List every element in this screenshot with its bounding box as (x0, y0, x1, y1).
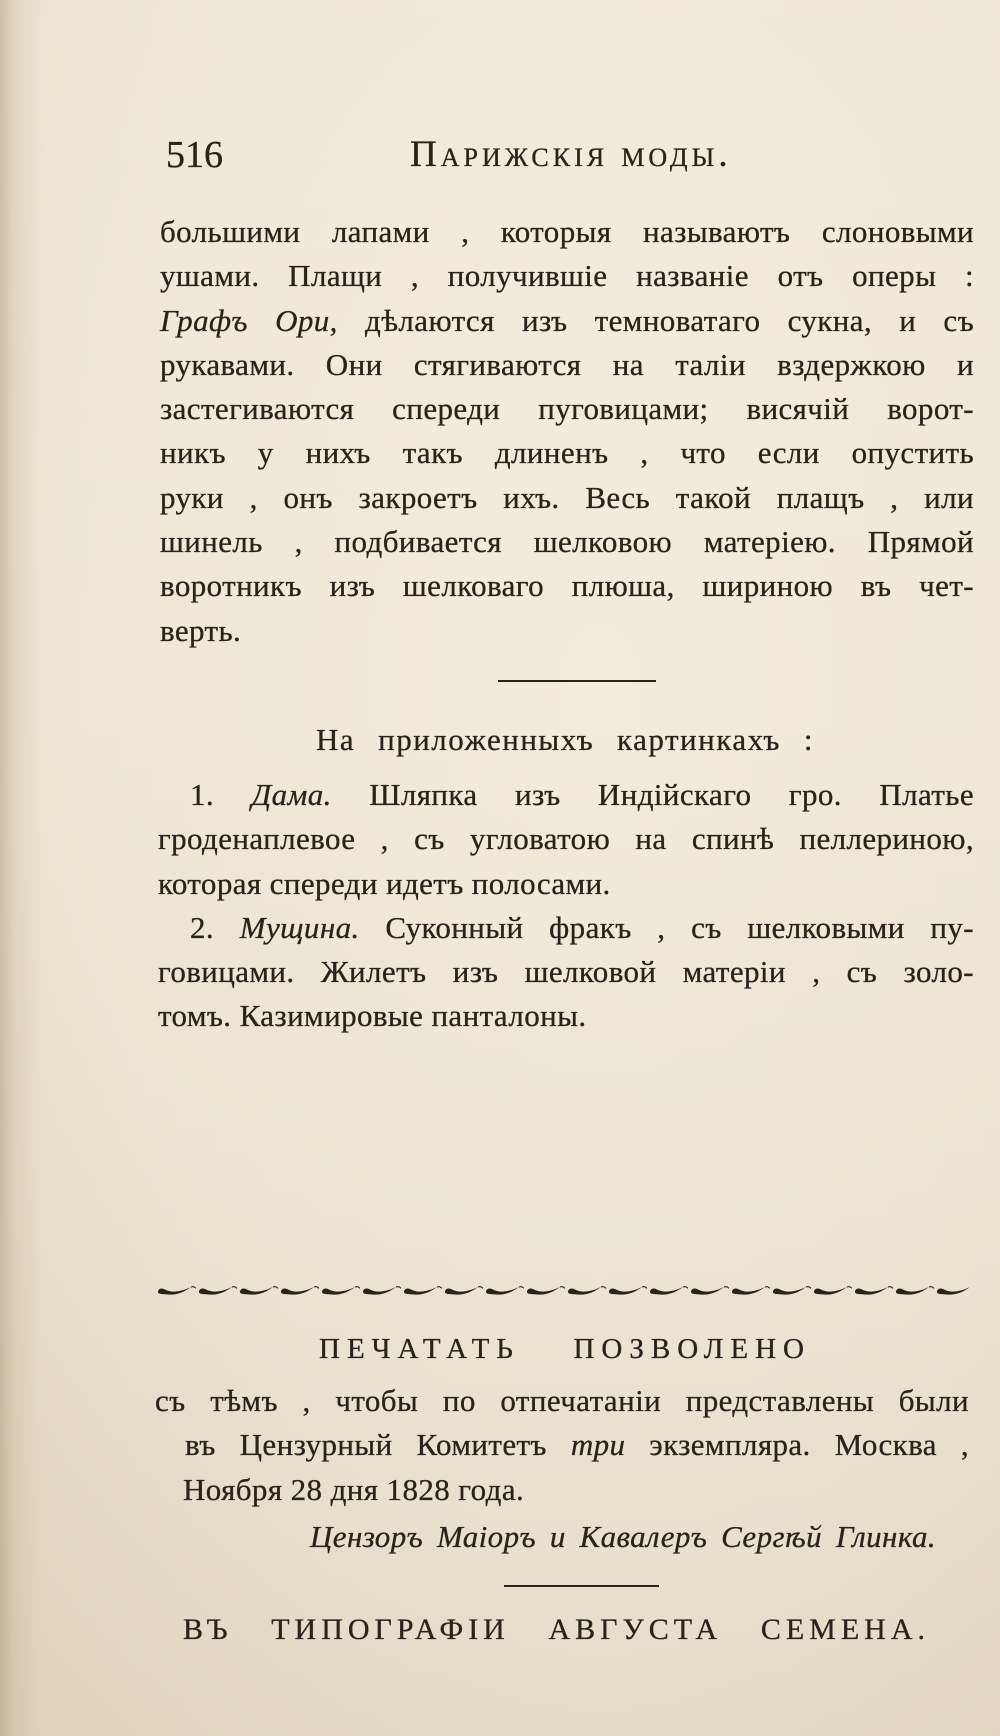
imprimatur-line (155, 1468, 969, 1512)
text-line (160, 609, 974, 653)
text-line (158, 906, 974, 950)
plate-number: 1. (190, 777, 215, 812)
text-segment: Ноября 28 дня 1828 года. (183, 1471, 525, 1507)
imprimatur-line (155, 1423, 969, 1467)
text-line (160, 387, 974, 431)
text-segment: руки , онъ закроетъ ихъ. Весь такой плащъ , или (160, 479, 974, 515)
text-line (160, 254, 974, 298)
text-line (158, 950, 974, 994)
plate-figure-name: Мущина. (239, 909, 360, 945)
text-line (158, 862, 974, 906)
title-text: ПЕЧАТАТЬ ПОЗВОЛЕНО (319, 1333, 811, 1365)
signature-line (310, 1515, 936, 1559)
censor-signature (310, 1515, 936, 1559)
text-segment: Шляпка изъ Индійскаго гро. Платье (369, 777, 975, 812)
text-segment: шинель , подбивается шелковою матеріею. Прямой (160, 524, 974, 560)
text-line (160, 564, 974, 608)
text-segment: томъ. Казимировые панталоны. (158, 998, 587, 1034)
running-title: Парижскія моды. (410, 134, 732, 175)
text-segment: , дѣлаются изъ темноватаго сукна, и съ (329, 302, 975, 338)
plates-heading (316, 718, 814, 762)
colophon-rule (504, 1585, 659, 1587)
text-segment: никъ у нихъ такъ длиненъ , что если опустить (160, 435, 974, 471)
section-rule (498, 680, 656, 682)
heading-text: На приложенныхъ картинкахъ : (316, 722, 814, 757)
text-line (160, 520, 974, 564)
text-line (158, 773, 974, 817)
plate-item (158, 906, 974, 1039)
imprimatur-title (319, 1327, 811, 1371)
text-line (158, 817, 974, 861)
ornamental-rule (155, 1282, 969, 1298)
plate-number: 2. (190, 909, 215, 945)
signature-text: Цензоръ Маіоръ и Кавалеръ Сергѣй Глинка. (310, 1519, 936, 1554)
running-head (0, 128, 1000, 182)
text-segment: ушами. Плащи , получившіе названіе отъ оперы : (160, 258, 974, 294)
plates-list (158, 773, 974, 1039)
text-segment: которая спереди идетъ полосами. (158, 865, 611, 901)
text-segment: большими лапами , которыя называютъ слоновыми (160, 214, 974, 249)
text-line (160, 299, 974, 343)
plate-figure-name: Дама. (251, 777, 332, 812)
text-segment: Суконный фракъ , съ шелковыми пу- (385, 909, 974, 945)
text-segment: экземпляра. Москва , (649, 1427, 969, 1463)
colophon-line (183, 1608, 930, 1652)
copies-count: три (570, 1427, 626, 1463)
page-number: 516 (166, 134, 223, 176)
text-line (158, 994, 974, 1038)
imprimatur (155, 1379, 969, 1512)
text-segment: застегиваются спереди пуговицами; висячій ворот- (160, 391, 974, 427)
text-segment: воротникъ изъ шелковаго плюша, шириною въ чет- (160, 568, 974, 604)
imprimatur-line (155, 1379, 969, 1423)
text-segment: верть. (160, 612, 242, 648)
heading-line (316, 718, 814, 762)
text-segment: съ тѣмъ , чтобы по отпечатаніи представлены были (155, 1383, 969, 1418)
text-segment: говицами. Жилетъ изъ шелковой матеріи , съ золо- (158, 954, 974, 990)
text-segment: гроденаплевое , съ угловатою на спинѣ пеллериною, (158, 821, 974, 857)
title-line (319, 1327, 811, 1371)
printer-colophon (183, 1608, 930, 1652)
plate-item (158, 773, 974, 906)
opera-title: Графъ Ори (160, 302, 330, 338)
text-segment: въ Цензурный Комитетъ (185, 1427, 547, 1463)
text-line (160, 210, 974, 254)
text-line (160, 431, 974, 475)
text-line (160, 343, 974, 387)
text-segment: рукавами. Они стягиваются на таліи вздержкою и (160, 346, 974, 382)
text-line (160, 476, 974, 520)
colophon-text: ВЪ ТИПОГРАФІИ АВГУСТА СЕМЕНА. (183, 1613, 930, 1646)
article-text (160, 210, 974, 653)
